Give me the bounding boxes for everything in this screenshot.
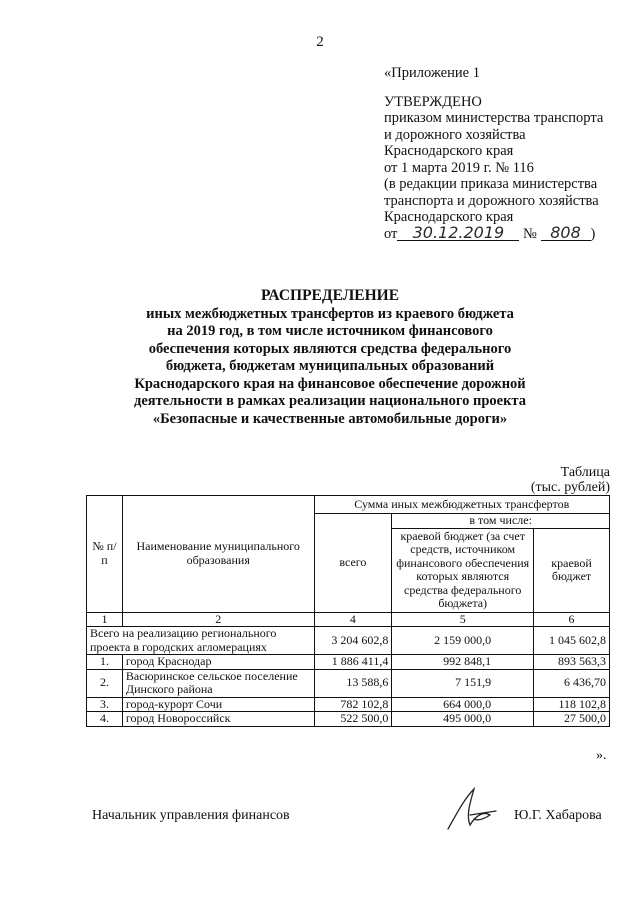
total-sum: 3 204 602,8 <box>314 627 392 655</box>
header-regional-federal: краевой бюджет (за счет средств, источником финансового обеспечения которых являются средства федерального бюджета) <box>392 528 534 612</box>
approval-line: Краснодарского края <box>384 209 514 225</box>
title-main: РАСПРЕДЕЛЕНИЕ <box>260 287 400 304</box>
table-row-total <box>87 627 610 655</box>
title-line: «Безопасные и качественные автомобильные дороги» <box>152 410 508 427</box>
title-line: иных межбюджетных трансфертов из краевого бюджета <box>146 305 514 322</box>
row-name: город-курорт Сочи <box>122 697 314 712</box>
col-number: 4 <box>314 612 392 627</box>
signatory-position: Начальник управления финансов <box>92 808 290 823</box>
approval-stamp <box>384 65 603 242</box>
header-regional: краевой бюджет <box>534 528 610 612</box>
row-name: Васюринское сельское поселение Динского района <box>122 669 314 697</box>
title-line: Краснодарского края на финансовое обеспечение дорожной <box>134 375 526 392</box>
table-row <box>87 697 610 712</box>
number-prefix: № <box>523 225 537 242</box>
title-line: деятельности в рамках реализации национального проекта <box>134 393 526 409</box>
close-paren: ) <box>590 225 596 242</box>
title-line: обеспечения которых являются средства федерального <box>148 340 512 357</box>
approval-line: Краснодарского края <box>384 143 514 159</box>
approval-line: и дорожного хозяйства <box>384 126 526 143</box>
row-federal: 495 000,0 <box>392 712 534 727</box>
distribution-table <box>86 495 610 727</box>
total-label: Всего на реализацию регионального проекта в городских агломерациях <box>87 627 315 655</box>
col-number: 1 <box>87 612 123 627</box>
row-num: 2. <box>87 669 123 697</box>
row-num: 1. <box>87 655 123 670</box>
table-row <box>87 669 610 697</box>
handwritten-number: 808 <box>541 226 591 241</box>
table-units: (тыс. рублей) <box>530 480 610 495</box>
row-name: город Краснодар <box>122 655 314 670</box>
approval-line: от 1 марта 2019 г. № 116 <box>384 159 534 176</box>
closing-quote: ». <box>596 748 607 763</box>
signatory-name: Ю.Г. Хабарова <box>514 808 602 823</box>
row-regional: 118 102,8 <box>534 697 610 712</box>
col-number: 5 <box>392 612 534 627</box>
approval-date-line <box>384 222 603 243</box>
row-name: город Новороссийск <box>122 712 314 727</box>
table-label: Таблица <box>560 465 610 480</box>
row-federal: 7 151,9 <box>392 669 534 697</box>
approval-line: приказом министерства транспорта <box>384 110 604 126</box>
appendix-label: «Приложение 1 <box>384 65 480 81</box>
col-number: 2 <box>122 612 314 627</box>
row-regional: 893 563,3 <box>534 655 610 670</box>
header-including: в том числе: <box>392 514 610 529</box>
header-num: № п/п <box>87 496 123 613</box>
approval-line: (в редакции приказа министерства <box>384 176 598 192</box>
handwritten-signature <box>440 785 510 835</box>
document-title <box>100 287 560 428</box>
row-total: 522 500,0 <box>314 712 392 727</box>
row-federal: 664 000,0 <box>392 697 534 712</box>
col-number: 6 <box>534 612 610 627</box>
table-caption <box>520 465 610 495</box>
table-row <box>87 712 610 727</box>
title-line: бюджета, бюджетам муниципальных образований <box>165 358 495 374</box>
row-regional: 6 436,70 <box>534 669 610 697</box>
handwritten-date: 30.12.2019 <box>397 226 519 241</box>
header-total: всего <box>314 514 392 613</box>
row-total: 1 886 411,4 <box>314 655 392 670</box>
header-sum: Сумма иных межбюджетных трансфертов <box>314 496 609 514</box>
row-total: 13 588,6 <box>314 669 392 697</box>
row-num: 3. <box>87 697 123 712</box>
page-number: 2 <box>316 34 324 50</box>
total-federal: 2 159 000,0 <box>392 627 534 655</box>
total-regional: 1 045 602,8 <box>534 627 610 655</box>
table-row <box>87 655 610 670</box>
row-federal: 992 848,1 <box>392 655 534 670</box>
header-name: Наименование муниципального образования <box>122 496 314 613</box>
row-total: 782 102,8 <box>314 697 392 712</box>
title-line: на 2019 год, в том числе источником финансового <box>167 323 493 339</box>
date-prefix: от <box>384 225 398 242</box>
approval-line: транспорта и дорожного хозяйства <box>384 192 599 209</box>
row-regional: 27 500,0 <box>534 712 610 727</box>
row-num: 4. <box>87 712 123 727</box>
approved-label: УТВЕРЖДЕНО <box>384 93 482 110</box>
